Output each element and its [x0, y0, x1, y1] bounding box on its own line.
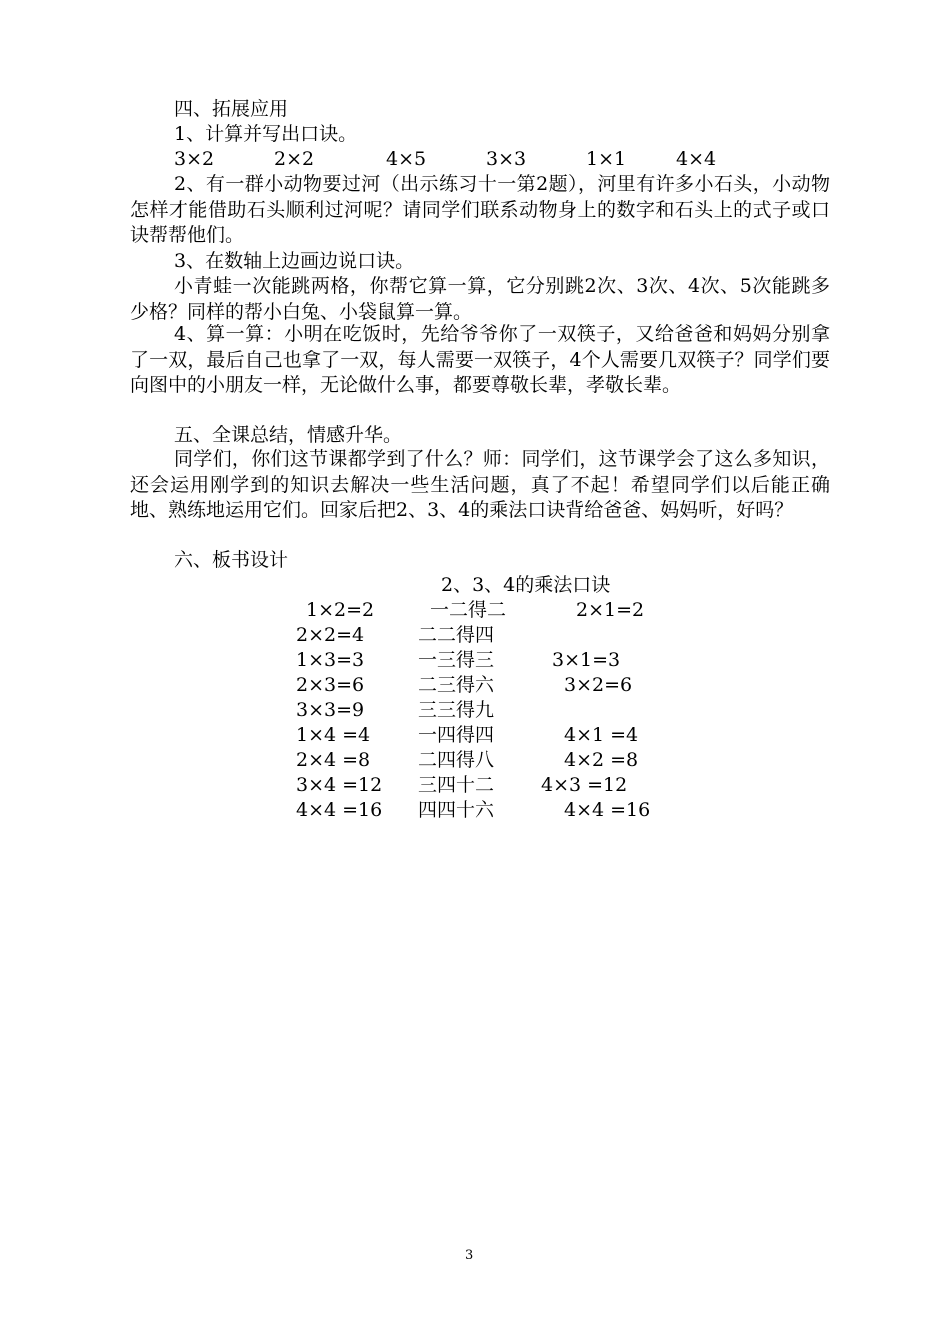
exercise: 4×5 — [386, 148, 427, 170]
exercise: 2×2 — [274, 148, 315, 170]
section-4-heading: 四、拓展应用 — [174, 98, 289, 120]
section-6-heading: 六、板书设计 — [174, 549, 289, 571]
board-formula-swapped: 3×1=3 — [552, 649, 621, 671]
board-rhyme: 一四得四 — [418, 724, 495, 746]
item-2: 2、有一群小动物要过河（出示练习十一第2题），河里有许多小石头，小动物怎样才能借助石头顺利过河呢？请同学们联系动物身上的数字和石头上的式子或口诀帮帮他们。 — [130, 173, 830, 247]
exercise: 4×4 — [676, 148, 717, 170]
board-rhyme: 一二得二 — [430, 599, 507, 621]
section-5-text: 同学们，你们这节课都学到了什么？师：同学们，这节课学会了这么多知识，还会运用刚学到的知识去解决一些生活问题，真了不起！希望同学们以后能正确地、熟练地运用它们。回家后把2、3、4的乘法口诀背给爸爸、妈妈听，好吗？ — [130, 448, 830, 522]
board-rhyme: 四四十六 — [418, 799, 495, 821]
board-formula: 2×3=6 — [296, 674, 365, 696]
board-formula: 1×4 =4 — [296, 724, 371, 746]
board-rhyme: 二二得四 — [418, 624, 495, 646]
board-rhyme: 三三得九 — [418, 699, 495, 721]
board-formula: 2×4 =8 — [296, 749, 371, 771]
board-formula-swapped: 2×1=2 — [576, 599, 645, 621]
item-3: 3、在数轴上边画边说口诀。 — [174, 250, 415, 272]
board-formula: 3×4 =12 — [296, 774, 383, 796]
item-1: 1、计算并写出口诀。 — [174, 123, 358, 145]
board-formula: 1×3=3 — [296, 649, 365, 671]
board-rhyme: 二三得六 — [418, 674, 495, 696]
board-rhyme: 二四得八 — [418, 749, 495, 771]
board-rhyme: 一三得三 — [418, 649, 495, 671]
board-formula-swapped: 4×4 =16 — [564, 799, 651, 821]
board-formula: 4×4 =16 — [296, 799, 383, 821]
board-formula-swapped: 4×2 =8 — [564, 749, 639, 771]
board-formula: 3×3=9 — [296, 699, 365, 721]
board-formula-swapped: 3×2=6 — [564, 674, 633, 696]
section-5-heading: 五、全课总结，情感升华。 — [174, 424, 403, 446]
board-formula-swapped: 4×3 =12 — [541, 774, 628, 796]
item-3-text: 小青蛙一次能跳两格，你帮它算一算，它分别跳2次、3次、4次、5次能跳多少格？同样的帮小白兔、小袋鼠算一算。 — [130, 275, 830, 323]
board-formula: 2×2=4 — [296, 624, 365, 646]
board-title: 2、3、4的乘法口诀 — [441, 574, 611, 596]
board-rhyme: 三四十二 — [418, 774, 495, 796]
exercise: 3×2 — [174, 148, 215, 170]
board-formula: 1×2=2 — [306, 599, 375, 621]
page-number: 3 — [465, 1248, 474, 1263]
board-formula-swapped: 4×1 =4 — [564, 724, 639, 746]
exercise: 1×1 — [586, 148, 627, 170]
exercise: 3×3 — [486, 148, 527, 170]
item-4: 4、算一算：小明在吃饭时，先给爷爷你了一双筷子，又给爸爸和妈妈分别拿了一双，最后自己也拿了一双，每人需要一双筷子，4个人需要几双筷子？同学们要向图中的小朋友一样，无论做什么事，都要尊敬长辈，孝敬长辈。 — [130, 323, 830, 397]
